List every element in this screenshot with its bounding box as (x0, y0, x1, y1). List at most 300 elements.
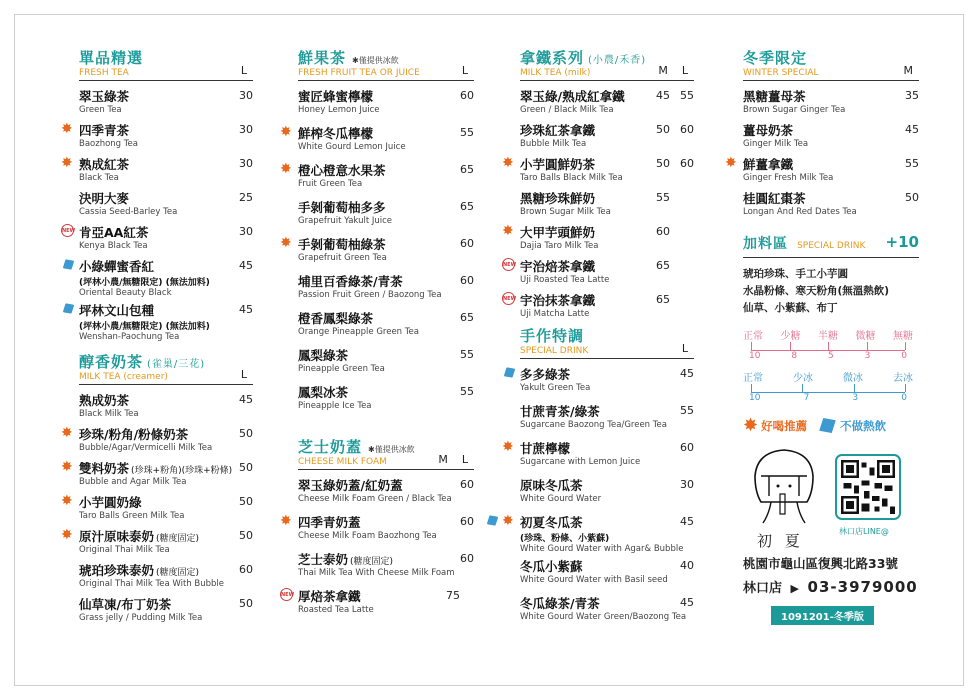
sugar-label: 少糖 (780, 331, 801, 342)
sugar-value: 10 (749, 351, 761, 361)
item-name: 珍珠紅茶拿鐵 (520, 123, 596, 138)
item-english-name: White Gourd Water (520, 494, 602, 504)
topping-line: 水晶粉條、寒天粉角(無溫熱飲) (743, 285, 890, 297)
column-1 (61, 47, 253, 629)
item-english-name: Taro Balls Black Milk Tea (520, 173, 623, 183)
menu-item (520, 402, 694, 439)
toppings-header (743, 233, 919, 258)
item-english-name: Wenshan-Paochung Tea (79, 332, 180, 342)
menu-item (298, 87, 474, 124)
menu-item (503, 291, 694, 325)
toppings-price: +10 (885, 233, 919, 251)
item-english-name: Green Tea (79, 105, 122, 115)
winter-list (725, 87, 919, 223)
fruit-tea-en: FRESH FRUIT TEA OR JUICE (298, 68, 420, 78)
menu-item (62, 223, 253, 257)
price: 50 (239, 427, 253, 440)
star-icon: ✸ (61, 155, 73, 171)
item-name: 熟成奶茶 (79, 393, 130, 408)
menu-item (281, 587, 474, 624)
item-english-name: Grapefruit Green Tea (298, 253, 387, 263)
brand-name: 初 夏 (757, 532, 804, 550)
menu-item (298, 383, 474, 420)
price: 65 (460, 200, 474, 213)
topping-line: 仙草、小紫蘇、布丁 (743, 302, 838, 314)
item-name: 決明大麥 (79, 191, 130, 206)
ice-label: 少冰 (793, 373, 813, 384)
price: 55 (460, 385, 474, 398)
price: 50 (239, 597, 253, 610)
menu-item (79, 189, 253, 223)
item-english-name: Taro Balls Green Milk Tea (79, 511, 185, 521)
special-header (520, 325, 694, 359)
item-name: 甘蔗檸檬 (520, 441, 571, 456)
fruit-tea-title: 鮮果茶 (298, 49, 347, 67)
price-m: 50 (656, 123, 670, 136)
ice-label: 微冰 (843, 373, 863, 384)
item-english-name: Ginger Milk Tea (743, 139, 809, 149)
price: 55 (460, 348, 474, 361)
price: 55 (460, 126, 474, 139)
topping-line: 琥珀珍珠、手工小芋圓 (743, 268, 848, 280)
sugar-label: 微糖 (855, 331, 876, 342)
menu-item (520, 476, 694, 513)
item-name: 四季青茶 (79, 123, 130, 138)
ice-scale (743, 369, 913, 403)
menu-item (280, 161, 474, 198)
ice-value: 7 (803, 393, 810, 403)
milk-tea-list (61, 391, 253, 629)
item-name: 翠玉綠/熟成紅拿鐵 (520, 89, 625, 104)
star-icon: ✸ (61, 493, 73, 509)
fresh-tea-list (61, 87, 253, 345)
item-name: 大甲芋頭鮮奶 (520, 225, 596, 240)
item-name: 鳳梨綠茶 (298, 348, 349, 363)
price: 40 (680, 559, 694, 572)
cheese-list (280, 476, 474, 624)
item-english-name: Uji Matcha Latte (520, 309, 590, 319)
star-icon: ✸ (502, 513, 514, 529)
latte-list (502, 87, 694, 325)
sugar-label: 正常 (743, 331, 763, 342)
price: 25 (239, 191, 253, 204)
menu-item (79, 87, 253, 121)
brand-area (743, 446, 919, 558)
menu-item (298, 346, 474, 383)
star-icon: ✸ (280, 161, 292, 177)
star-icon: ✸ (725, 155, 737, 171)
item-name: 小芋圓鮮奶茶 (520, 157, 596, 172)
item-english-name: Longan And Red Dates Tea (743, 207, 857, 217)
item-english-name: Pineapple Green Tea (298, 364, 385, 374)
price: 45 (239, 393, 253, 406)
fruit-tea-header (298, 47, 474, 81)
toppings-en: SPECIAL DRINK (797, 241, 866, 251)
star-icon: ✸ (61, 459, 73, 475)
item-name: 橙心橙意水果茶 (298, 163, 386, 178)
price: 50 (239, 529, 253, 542)
menu-item (280, 235, 474, 272)
price: 60 (460, 515, 474, 528)
price-m: 60 (656, 225, 670, 238)
price: 30 (239, 157, 253, 170)
cube-icon (819, 418, 836, 433)
sugar-scale (743, 327, 913, 361)
menu-item (79, 595, 253, 629)
item-name: 冬瓜綠茶/青茶 (520, 596, 600, 611)
size-m-label: M (658, 64, 668, 77)
item-english-name: Grass jelly / Pudding Milk Tea (79, 613, 203, 623)
star-icon: ✸ (502, 155, 514, 171)
menu-item (725, 155, 919, 189)
price: 60 (239, 563, 253, 576)
item-name: 手剝葡萄柚綠茶 (298, 237, 386, 252)
item-name: 宇治抹茶拿鐵 (520, 293, 596, 308)
line-label: 林口店LINE@ (839, 527, 889, 536)
item-name: 仙草凍/布丁奶茶 (79, 597, 172, 612)
price: 60 (460, 89, 474, 102)
latte-title: 拿鐵系列 (520, 49, 585, 67)
menu-item (520, 189, 694, 223)
fresh-tea-header (79, 47, 253, 81)
toppings-list (743, 266, 919, 317)
price: 30 (239, 89, 253, 102)
item-name: 初夏冬瓜茶 (520, 515, 583, 530)
cheese-header (298, 436, 474, 470)
item-english-name: Cassia Seed-Barley Tea (79, 207, 178, 217)
item-english-name: Original Thai Milk Tea With Bubble (79, 579, 224, 589)
item-note: (珍珠、粉條、小紫蘇) (520, 534, 610, 544)
item-name: 翠玉綠茶 (79, 89, 130, 104)
sugar-scale-bar (751, 342, 905, 351)
price-l: 60 (680, 123, 694, 136)
menu-page (14, 14, 964, 686)
price-l: 60 (680, 157, 694, 170)
item-note: (坪林小農/無糖限定) (無法加料) (79, 322, 210, 332)
fresh-tea-title: 單品精選 (79, 49, 144, 67)
sugar-value: 8 (791, 351, 798, 361)
sugar-value: 3 (864, 351, 871, 361)
column-2 (280, 47, 474, 624)
star-icon: ✸ (61, 527, 73, 543)
menu-item (502, 155, 694, 189)
item-name: 小綠蟬蜜香紅 (79, 259, 155, 274)
cheese-en: CHEESE MILK FOAM (298, 457, 387, 467)
star-icon: ✸ (61, 425, 73, 441)
new-badge-icon: NEW (280, 588, 293, 601)
item-english-name: White Gourd Water with Agar& Bubble (520, 544, 684, 554)
star-icon: ✸ (280, 235, 292, 251)
address: 桃園市龜山區復興北路33號 (743, 556, 898, 571)
fresh-tea-en: FRESH TEA (79, 68, 129, 78)
item-english-name: Uji Roasted Tea Latte (520, 275, 610, 285)
item-english-name: Fruit Green Tea (298, 179, 363, 189)
item-english-name: Thai Milk Tea With Cheese Milk Foam (298, 568, 455, 578)
item-name: 翠玉綠奶蓋/紅奶蓋 (298, 478, 403, 493)
item-name: 鳳梨冰茶 (298, 385, 349, 400)
menu-item (503, 257, 694, 291)
item-name: 琥珀珍珠泰奶 (79, 563, 155, 578)
menu-item (79, 391, 253, 425)
menu-item (520, 121, 694, 155)
price: 45 (239, 303, 253, 316)
sugar-label: 半糖 (818, 331, 838, 342)
item-name: 熟成紅茶 (79, 157, 130, 172)
item-english-name: Dajia Taro Milk Tea (520, 241, 599, 251)
item-name: 黑糖珍珠鮮奶 (520, 191, 596, 206)
item-note: (坪林小農/無糖限定) (無法加料) (79, 278, 210, 288)
item-name: 黑糖薑母茶 (743, 89, 806, 104)
menu-item (520, 557, 694, 594)
menu-item (61, 527, 253, 561)
star-icon: ✸ (743, 415, 759, 436)
price: 30 (239, 225, 253, 238)
ice-value: 0 (901, 393, 907, 403)
item-name: 小芋圓奶綠 (79, 495, 142, 510)
menu-item (61, 459, 253, 493)
store-name: 林口店 (743, 581, 783, 596)
girl-illustration (747, 446, 821, 524)
item-name: 薑母奶茶 (743, 123, 794, 138)
price: 65 (460, 163, 474, 176)
menu-item (743, 121, 919, 155)
price: 50 (239, 495, 253, 508)
menu-item (298, 476, 474, 513)
sugar-label: 無糖 (893, 331, 913, 342)
ice-label: 去冰 (893, 373, 913, 384)
latte-en: MILK TEA (milk) (520, 68, 591, 78)
price: 60 (460, 237, 474, 250)
new-badge-icon: NEW (502, 292, 515, 305)
menu-item (502, 513, 694, 557)
ice-label: 正常 (743, 373, 763, 384)
item-name: 雙料奶茶 (79, 461, 130, 476)
column-4 (725, 47, 919, 625)
price: 65 (460, 311, 474, 324)
item-name: 多多綠茶 (520, 367, 571, 382)
price-m: 65 (656, 259, 670, 272)
menu-item (61, 155, 253, 189)
milk-tea-en: MILK TEA (creamer) (79, 372, 168, 382)
size-m-label: M (438, 453, 448, 466)
item-name: 宇治焙茶拿鐵 (520, 259, 596, 274)
price: 60 (680, 441, 694, 454)
item-english-name: Oriental Beauty Black (79, 288, 172, 298)
star-icon: ✸ (280, 124, 292, 140)
milk-tea-sub: (雀巢/三花) (147, 359, 206, 370)
item-name: 鮮榨冬瓜檸檬 (298, 126, 374, 141)
menu-item (79, 561, 253, 595)
item-name: 蜜匠蜂蜜檸檬 (298, 89, 374, 104)
item-name: 芝士泰奶 (298, 552, 349, 567)
price-m: 65 (656, 293, 670, 306)
size-l-label: L (240, 64, 247, 77)
size-l-label: L (461, 453, 468, 466)
price: 75 (446, 589, 460, 602)
item-name: 桂圓紅棗茶 (743, 191, 806, 206)
item-english-name: Roasted Tea Latte (298, 605, 374, 615)
star-icon: ✸ (502, 439, 514, 455)
item-english-name: Ginger Fresh Milk Tea (743, 173, 834, 183)
cheese-title: 芝士奶蓋 (298, 438, 363, 456)
price: 45 (680, 367, 694, 380)
item-english-name: White Gourd Water with Basil seed (520, 575, 668, 585)
item-english-name: White Gourd Lemon Juice (298, 142, 406, 152)
price: 55 (905, 157, 919, 170)
menu-item (743, 87, 919, 121)
item-english-name: Honey Lemon Juice (298, 105, 380, 115)
latte-sub: (小農/禾香) (588, 55, 647, 66)
price: 30 (680, 478, 694, 491)
menu-item (298, 309, 474, 346)
size-l-label: L (240, 368, 247, 381)
new-badge-icon: NEW (502, 258, 515, 271)
item-english-name: Orange Pineapple Green Tea (298, 327, 419, 337)
item-name: 四季青奶蓋 (298, 515, 361, 530)
item-name: 肯亞AA紅茶 (79, 225, 149, 240)
cube-icon (487, 515, 498, 525)
item-name: 冬瓜小紫蘇 (520, 559, 583, 574)
menu-item (520, 594, 694, 631)
toppings-title: 加料區 (743, 236, 788, 252)
price: 30 (239, 123, 253, 136)
star-icon: ✸ (61, 121, 73, 137)
legend-no-hot: 不做熱飲 (840, 418, 887, 433)
qr-code[interactable] (835, 454, 901, 520)
item-english-name: Sugarcane with Lemon Juice (520, 457, 641, 467)
item-tag: (糖度固定) (156, 534, 200, 544)
cheese-note: ✱僅提供冰飲 (368, 445, 415, 454)
item-english-name: Bubble and Agar Milk Tea (79, 477, 187, 487)
winter-en: WINTER SPECIAL (743, 68, 819, 78)
legend (743, 415, 919, 436)
menu-item (61, 493, 253, 527)
price-m: 45 (656, 89, 670, 102)
special-list (502, 365, 694, 631)
menu-item (298, 272, 474, 309)
milk-tea-title: 醇香奶茶 (79, 353, 144, 371)
special-title: 手作特調 (520, 327, 585, 345)
menu-item (298, 198, 474, 235)
star-icon: ✸ (502, 223, 514, 239)
item-english-name: Bubble Milk Tea (520, 139, 587, 149)
price: 35 (905, 89, 919, 102)
arrow-right-icon: ▶ (790, 582, 800, 595)
item-tag: (糖度固定) (350, 557, 394, 567)
item-english-name: Cheese Milk Foam Baozhong Tea (298, 531, 437, 541)
cube-icon (63, 303, 74, 313)
item-name: 原味冬瓜茶 (520, 478, 583, 493)
size-l-label: L (681, 342, 688, 355)
special-en: SPECIAL DRINK (520, 346, 589, 356)
menu-item (520, 87, 694, 121)
menu-item (520, 365, 694, 402)
item-english-name: Black Tea (79, 173, 119, 183)
menu-item (61, 121, 253, 155)
ice-value: 3 (852, 393, 859, 403)
item-english-name: White Gourd Water Green/Baozong Tea (520, 612, 687, 622)
menu-item (79, 301, 253, 345)
item-english-name: Kenya Black Tea (79, 241, 148, 251)
item-tag: (糖度固定) (156, 568, 200, 578)
legend-recommend: 好喝推薦 (761, 418, 808, 433)
price: 45 (680, 515, 694, 528)
star-icon: ✸ (280, 513, 292, 529)
size-l-label: L (681, 64, 688, 77)
item-english-name: Brown Sugar Ginger Tea (743, 105, 846, 115)
menu-item (79, 257, 253, 301)
menu-item (298, 550, 474, 587)
price: 45 (905, 123, 919, 136)
item-english-name: Green / Black Milk Tea (520, 105, 614, 115)
item-english-name: Black Milk Tea (79, 409, 139, 419)
price: 50 (905, 191, 919, 204)
ice-scale-bar (751, 384, 905, 393)
price: 60 (460, 478, 474, 491)
sugar-value: 0 (901, 351, 907, 361)
fruit-tea-list (280, 87, 474, 420)
price: 45 (239, 259, 253, 272)
item-english-name: Pineapple Ice Tea (298, 401, 372, 411)
price-m: 50 (656, 157, 670, 170)
item-name: 珍珠/粉角/粉條奶茶 (79, 427, 189, 442)
column-3 (502, 47, 694, 631)
menu-item (502, 439, 694, 476)
item-name: 甘蔗青茶/綠茶 (520, 404, 600, 419)
phone-number: 03-3979000 (807, 578, 918, 596)
price: 45 (680, 596, 694, 609)
cube-icon (63, 259, 74, 269)
menu-item (502, 223, 694, 257)
price: 60 (460, 552, 474, 565)
cube-icon (504, 367, 515, 377)
winter-header (743, 47, 919, 81)
ice-value: 10 (749, 393, 761, 403)
menu-item (743, 189, 919, 223)
menu-item (61, 425, 253, 459)
item-english-name: Original Thai Milk Tea (79, 545, 170, 555)
new-badge-icon: NEW (61, 224, 74, 237)
qr-code-icon (841, 460, 895, 514)
item-english-name: Grapefruit Yakult Juice (298, 216, 393, 226)
fruit-tea-note: ✱僅提供冰飲 (352, 56, 399, 65)
item-name: 厚焙茶拿鐵 (298, 589, 361, 604)
item-name: 橙香鳳梨綠茶 (298, 311, 374, 326)
version-badge: 1091201-冬季版 (771, 606, 874, 625)
item-english-name: Baozhong Tea (79, 139, 138, 149)
girl-logo (747, 446, 821, 524)
sugar-value: 5 (827, 351, 834, 361)
price-l: 55 (680, 89, 694, 102)
store-phone (743, 577, 919, 596)
item-name: 手剝葡萄柚多多 (298, 200, 386, 215)
item-english-name: Bubble/Agar/Vermicelli Milk Tea (79, 443, 213, 453)
item-english-name: Passion Fruit Green / Baozong Tea (298, 290, 442, 300)
item-english-name: Yakult Green Tea (520, 383, 591, 393)
size-m-label: M (903, 64, 913, 77)
item-english-name: Brown Sugar Milk Tea (520, 207, 611, 217)
price: 55 (680, 404, 694, 417)
milk-tea-header (79, 351, 253, 385)
price: 50 (239, 461, 253, 474)
price: 60 (460, 274, 474, 287)
item-english-name: Cheese Milk Foam Green / Black Tea (298, 494, 452, 504)
item-name: 坪林文山包種 (79, 303, 155, 318)
price-m: 55 (656, 191, 670, 204)
item-name: 原汁原味泰奶 (79, 529, 155, 544)
menu-item (280, 513, 474, 550)
latte-header (520, 47, 694, 81)
